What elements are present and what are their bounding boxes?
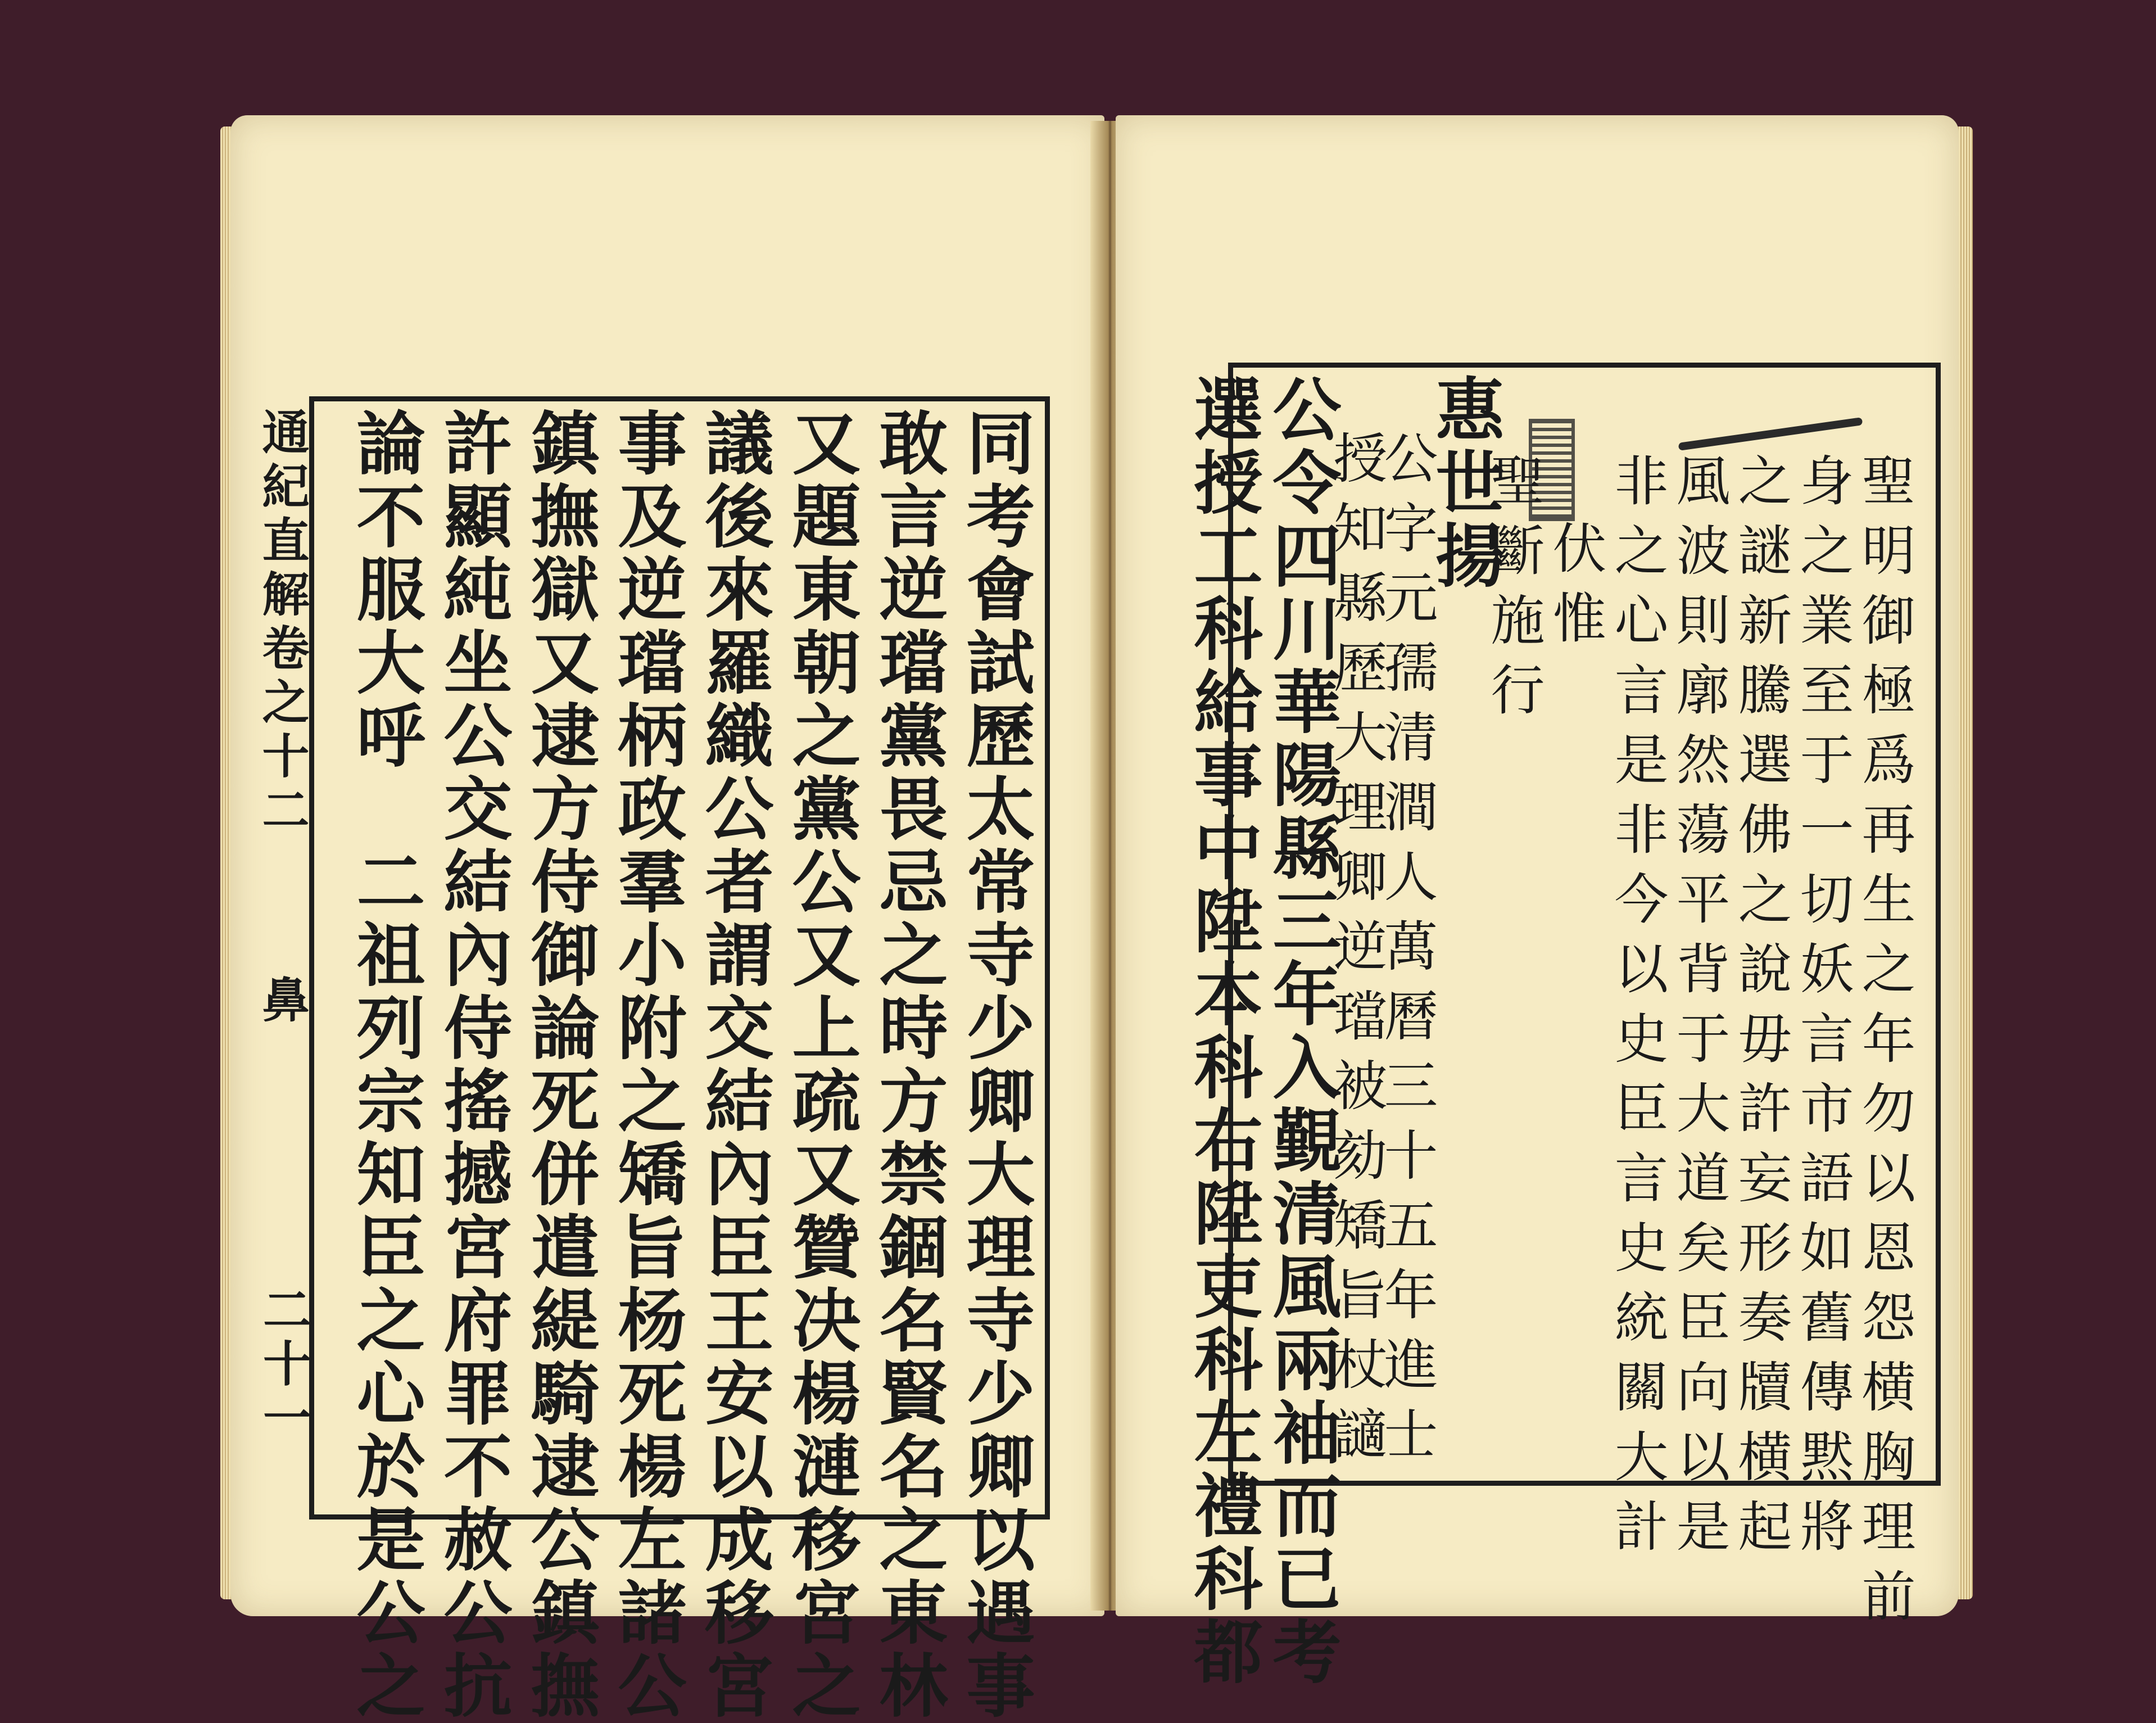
text-column: 聖明御極爲再生之年勿以恩怨横胸理前 bbox=[1853, 453, 1916, 1638]
text-column: 非之心言是非今以史臣言史統關大計 bbox=[1606, 453, 1669, 1568]
side-margin-title: 通紀直解卷之十二 bbox=[255, 408, 310, 839]
text-column: 聖斷施行 bbox=[1482, 453, 1545, 731]
section-heading: 惠世揚 bbox=[1424, 374, 1505, 593]
page-number: 二十一 bbox=[255, 1285, 311, 1446]
text-column: 身之業至于一切妖言市語如舊傳黙將 bbox=[1791, 453, 1854, 1568]
text-column: 之謎新騰選佛之說毋許妄形奏牘横起 bbox=[1729, 453, 1792, 1568]
text-column: 敢言逆璫黨畏忌之時方禁錮名賢名之東林 bbox=[868, 408, 949, 1723]
note-column: 授知縣歷大理卿逆璫被劾矯旨杖讁 bbox=[1325, 430, 1388, 1476]
text-column: 論不服大呼 二祖列宗知臣之心於是公之 bbox=[345, 408, 426, 1723]
text-column: 鎮撫獄又逮方侍御論死併遣緹騎逮公鎮撫 bbox=[519, 408, 600, 1723]
text-column: 事及逆璫柄政羣小附之矯旨杨死楊左諸公 bbox=[606, 408, 687, 1723]
left-page bbox=[230, 115, 1104, 1723]
open-book bbox=[225, 98, 1967, 1723]
text-column: 選授工科給事中陞本科右陞吏科左禮科都 bbox=[1183, 374, 1263, 1689]
text-column: 風波則廓然蕩平背于大道矣臣向以是 bbox=[1668, 453, 1731, 1568]
text-column: 許顯純坐公交結內侍搖撼宮府罪不赦公抗 bbox=[432, 408, 513, 1723]
text-column: 議後來羅織公者謂交結內臣王安以成移宮 bbox=[694, 408, 774, 1723]
text-column: 公令四川華陽縣三年入覲清風兩袖而已考 bbox=[1261, 374, 1342, 1689]
side-margin-mark: 鼻 bbox=[255, 975, 310, 1029]
text-column: 又題東朝之黨公又上疏又贊决楊漣移宮之 bbox=[781, 408, 862, 1723]
note-column: 公字元孺清澗人萬曆三十五年進士 bbox=[1375, 430, 1438, 1476]
text-column: 同考會試歷太常寺少卿大理寺少卿以遇事 bbox=[955, 408, 1036, 1723]
text-column: 伏惟 bbox=[1544, 520, 1607, 659]
right-page bbox=[1116, 115, 1959, 1689]
